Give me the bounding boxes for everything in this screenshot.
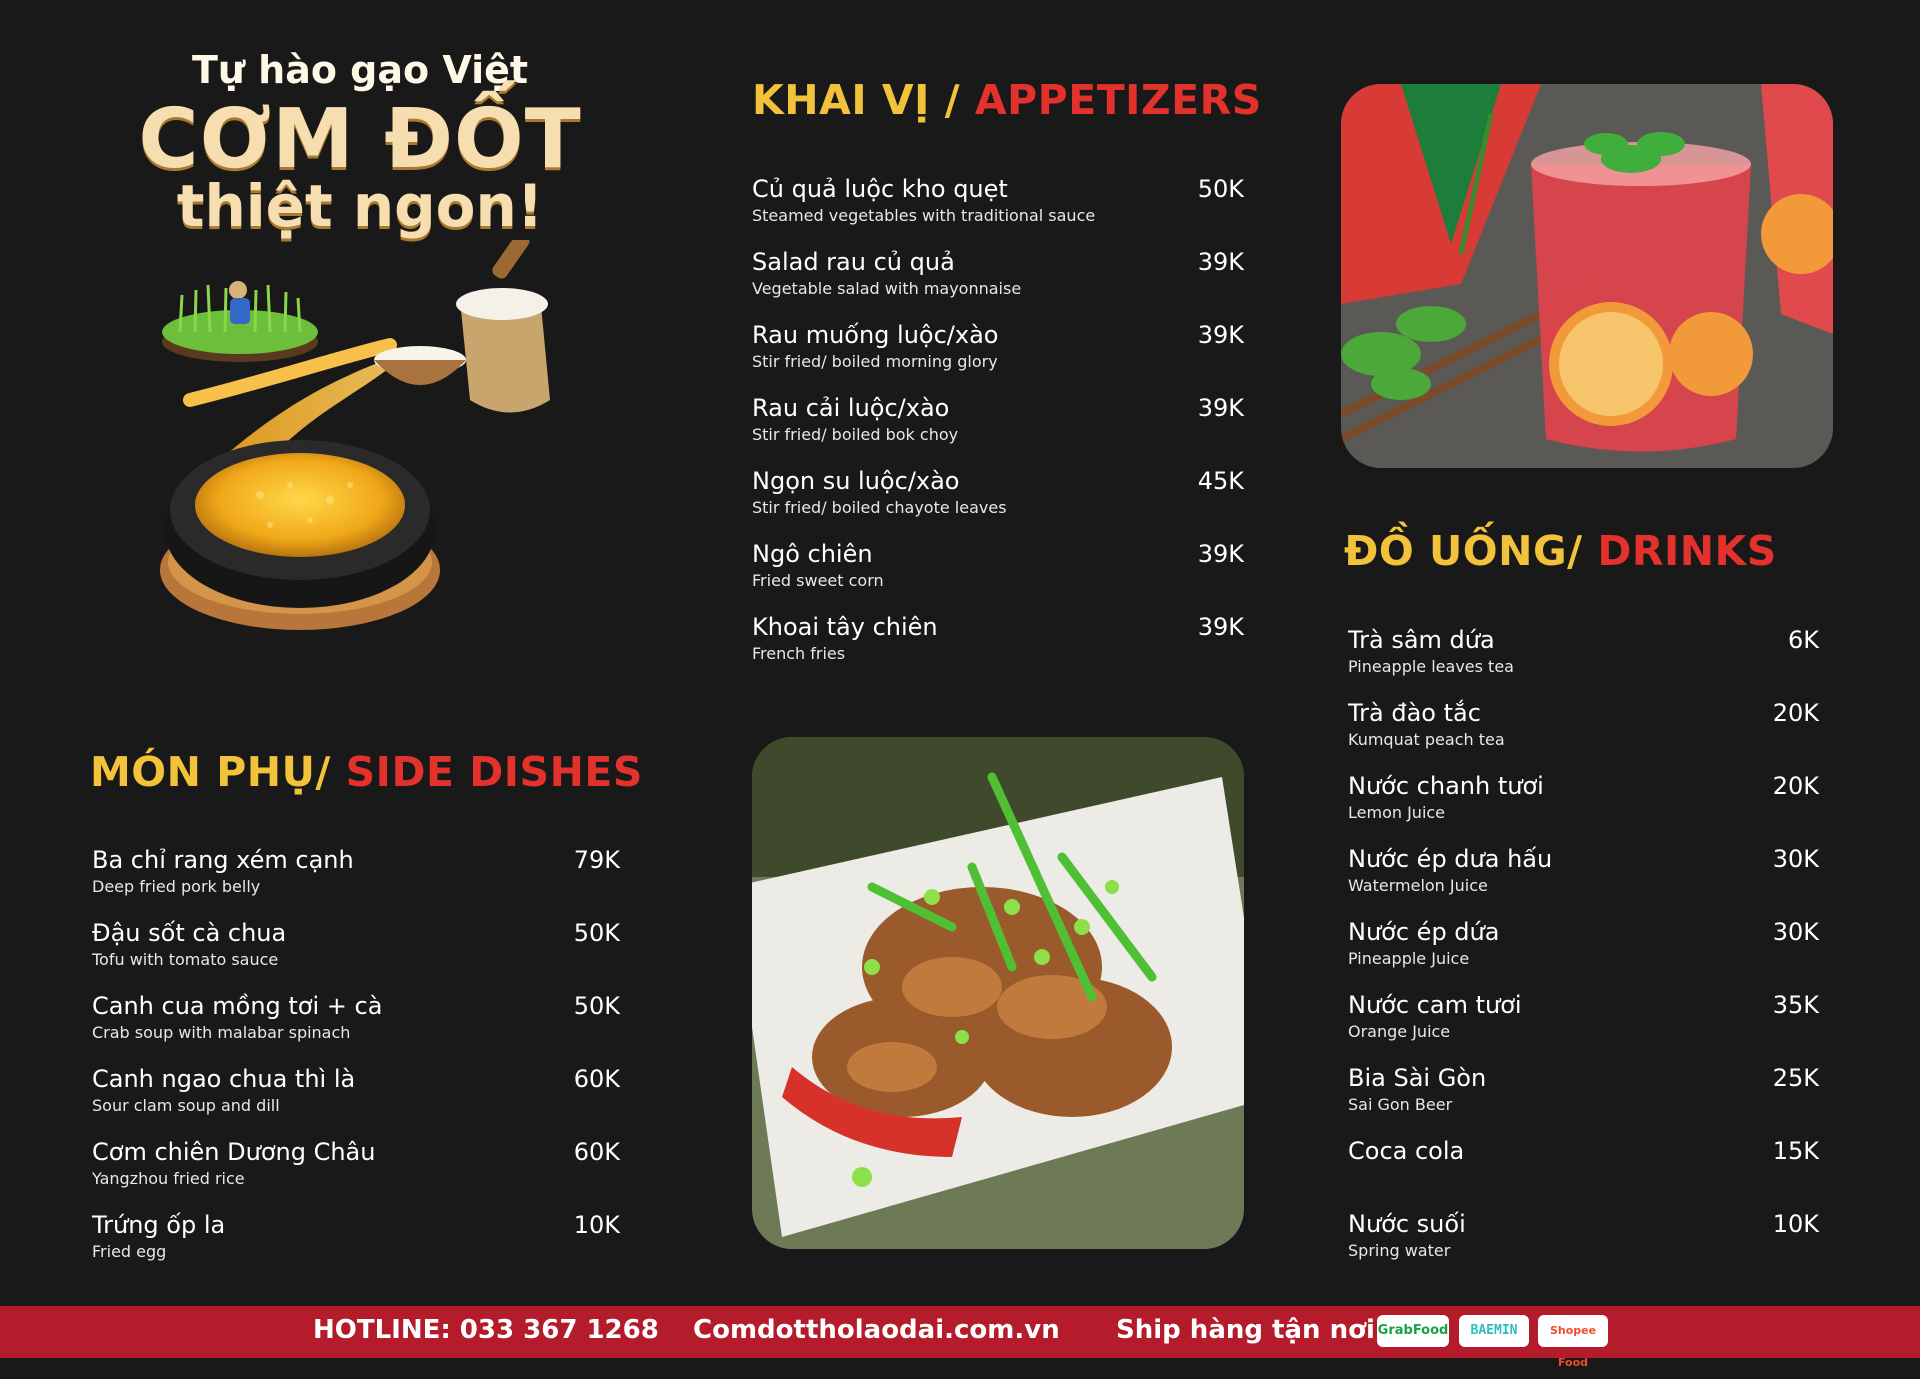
item-name: Nước ép dứa xyxy=(1348,918,1500,946)
list-item[interactable] xyxy=(752,248,1244,312)
item-name: Ngọn su luộc/xào xyxy=(752,467,960,495)
list-item[interactable] xyxy=(1348,772,1819,836)
item-name: Nước ép dưa hấu xyxy=(1348,845,1553,873)
item-name: Nước cam tươi xyxy=(1348,991,1522,1019)
footer-bar xyxy=(0,1306,1920,1369)
list-item[interactable] xyxy=(752,613,1244,677)
pork-dish-photo xyxy=(752,737,1244,1249)
item-description: Fried sweet corn xyxy=(752,571,884,590)
grabfood-logo[interactable]: GrabFood xyxy=(1377,1315,1449,1347)
item-description: Stir fried/ boiled bok choy xyxy=(752,425,959,444)
item-price: 20K xyxy=(1772,699,1819,727)
item-price: 10K xyxy=(573,1211,620,1239)
list-item[interactable] xyxy=(92,1065,620,1129)
item-description: Fried egg xyxy=(92,1242,167,1261)
item-name: Nước suối xyxy=(1348,1210,1466,1238)
item-name: Rau muống luộc/xào xyxy=(752,321,999,349)
item-description: Pineapple leaves tea xyxy=(1348,657,1514,676)
item-name: Trà đào tắc xyxy=(1348,699,1481,727)
drinks-heading-vi: ĐỒ UỐNG/ xyxy=(1344,527,1598,575)
item-name: Ngô chiên xyxy=(752,540,873,568)
hero-slogan: thiệt ngon! xyxy=(176,172,544,240)
appetizers-heading-vi: KHAI VỊ / xyxy=(752,76,975,124)
drinks-heading-en: DRINKS xyxy=(1597,527,1777,575)
item-price: 39K xyxy=(1197,613,1244,641)
item-price: 30K xyxy=(1772,918,1819,946)
item-description: Yangzhou fried rice xyxy=(92,1169,245,1188)
item-price: 39K xyxy=(1197,540,1244,568)
item-description: Crab soup with malabar spinach xyxy=(92,1023,351,1042)
hotline-text[interactable]: HOTLINE: 033 367 1268 xyxy=(313,1315,659,1345)
drinks-list xyxy=(1348,626,1819,1266)
item-name: Canh cua mồng tơi + cà xyxy=(92,992,383,1020)
list-item[interactable] xyxy=(1348,991,1819,1055)
item-description: Watermelon Juice xyxy=(1348,876,1488,895)
item-description: Vegetable salad with mayonnaise xyxy=(752,279,1022,298)
item-description: Sour clam soup and dill xyxy=(92,1096,280,1115)
list-item[interactable] xyxy=(1348,626,1819,690)
item-name: Rau cải luộc/xào xyxy=(752,394,950,422)
item-name: Salad rau củ quả xyxy=(752,248,955,276)
item-price: 39K xyxy=(1197,394,1244,422)
hero-brand-title: CƠM ĐỐT xyxy=(138,92,582,187)
drink-photo xyxy=(1341,84,1833,468)
appetizers-heading xyxy=(752,76,1262,124)
list-item[interactable] xyxy=(92,846,620,910)
list-item[interactable] xyxy=(752,394,1244,458)
shopeefood-logo[interactable]: Shopee Food xyxy=(1538,1315,1608,1347)
item-name: Trà sâm dứa xyxy=(1348,626,1495,654)
item-price: 25K xyxy=(1772,1064,1819,1092)
item-price: 15K xyxy=(1772,1137,1819,1165)
item-price: 6K xyxy=(1787,626,1819,654)
item-price: 79K xyxy=(573,846,620,874)
item-price: 50K xyxy=(573,992,620,1020)
item-price: 50K xyxy=(1197,175,1244,203)
item-name: Coca cola xyxy=(1348,1137,1465,1165)
item-name: Đậu sốt cà chua xyxy=(92,919,287,947)
side-dishes-heading xyxy=(90,748,643,796)
item-description: Spring water xyxy=(1348,1241,1451,1260)
item-description: Kumquat peach tea xyxy=(1348,730,1505,749)
item-price: 39K xyxy=(1197,321,1244,349)
item-description: Tofu with tomato sauce xyxy=(92,950,279,969)
item-name: Cơm chiên Dương Châu xyxy=(92,1138,376,1166)
item-name: Khoai tây chiên xyxy=(752,613,938,641)
item-name: Ba chỉ rang xém cạnh xyxy=(92,846,354,874)
item-name: Củ quả luộc kho quẹt xyxy=(752,175,1008,203)
list-item[interactable] xyxy=(92,992,620,1056)
list-item[interactable] xyxy=(1348,1064,1819,1128)
side-dishes-heading-en: SIDE DISHES xyxy=(345,748,643,796)
item-description: Sai Gon Beer xyxy=(1348,1095,1453,1114)
item-name: Bia Sài Gòn xyxy=(1348,1064,1487,1092)
list-item[interactable] xyxy=(1348,845,1819,909)
item-price: 45K xyxy=(1197,467,1244,495)
item-price: 60K xyxy=(573,1065,620,1093)
list-item[interactable] xyxy=(1348,699,1819,763)
drinks-heading xyxy=(1344,527,1777,575)
list-item[interactable] xyxy=(752,321,1244,385)
list-item[interactable] xyxy=(92,1211,620,1275)
item-name: Canh ngao chua thì là xyxy=(92,1065,356,1093)
item-description: Orange Juice xyxy=(1348,1022,1451,1041)
item-description: Lemon Juice xyxy=(1348,803,1446,822)
appetizers-list xyxy=(752,175,1244,675)
item-price: 35K xyxy=(1772,991,1819,1019)
item-description: Stir fried/ boiled chayote leaves xyxy=(752,498,1007,517)
item-price: 10K xyxy=(1772,1210,1819,1238)
item-description: French fries xyxy=(752,644,846,663)
item-description: Deep fried pork belly xyxy=(92,877,261,896)
appetizers-heading-en: APPETIZERS xyxy=(974,76,1262,124)
list-item[interactable] xyxy=(92,1138,620,1202)
list-item[interactable] xyxy=(752,467,1244,531)
list-item[interactable] xyxy=(92,919,620,983)
list-item[interactable] xyxy=(1348,918,1819,982)
list-item[interactable] xyxy=(1348,1137,1819,1201)
item-price: 20K xyxy=(1772,772,1819,800)
hero-tagline: Tự hào gạo Việt xyxy=(191,48,529,92)
baemin-logo[interactable]: BAEMIN xyxy=(1459,1315,1529,1347)
item-price: 30K xyxy=(1772,845,1819,873)
item-price: 39K xyxy=(1197,248,1244,276)
item-price: 50K xyxy=(573,919,620,947)
item-name: Trứng ốp la xyxy=(92,1211,226,1239)
pork-dish-image xyxy=(752,737,1244,1249)
shipping-text: Ship hàng tận nơi xyxy=(1116,1315,1375,1345)
list-item[interactable] xyxy=(752,540,1244,604)
side-dishes-list xyxy=(92,846,620,1266)
rice-claypot-illustration xyxy=(130,240,630,710)
list-item[interactable] xyxy=(752,175,1244,239)
item-price: 60K xyxy=(573,1138,620,1166)
watermelon-drink-image xyxy=(1341,84,1833,468)
side-dishes-heading-vi: MÓN PHỤ/ xyxy=(90,748,346,796)
item-name: Nước chanh tươi xyxy=(1348,772,1544,800)
item-description: Stir fried/ boiled morning glory xyxy=(752,352,998,371)
item-description: Steamed vegetables with traditional sauce xyxy=(752,206,1096,225)
list-item[interactable] xyxy=(1348,1210,1819,1274)
website-link[interactable]: Comdottholaodai.com.vn xyxy=(693,1315,1060,1345)
item-description: Pineapple Juice xyxy=(1348,949,1470,968)
